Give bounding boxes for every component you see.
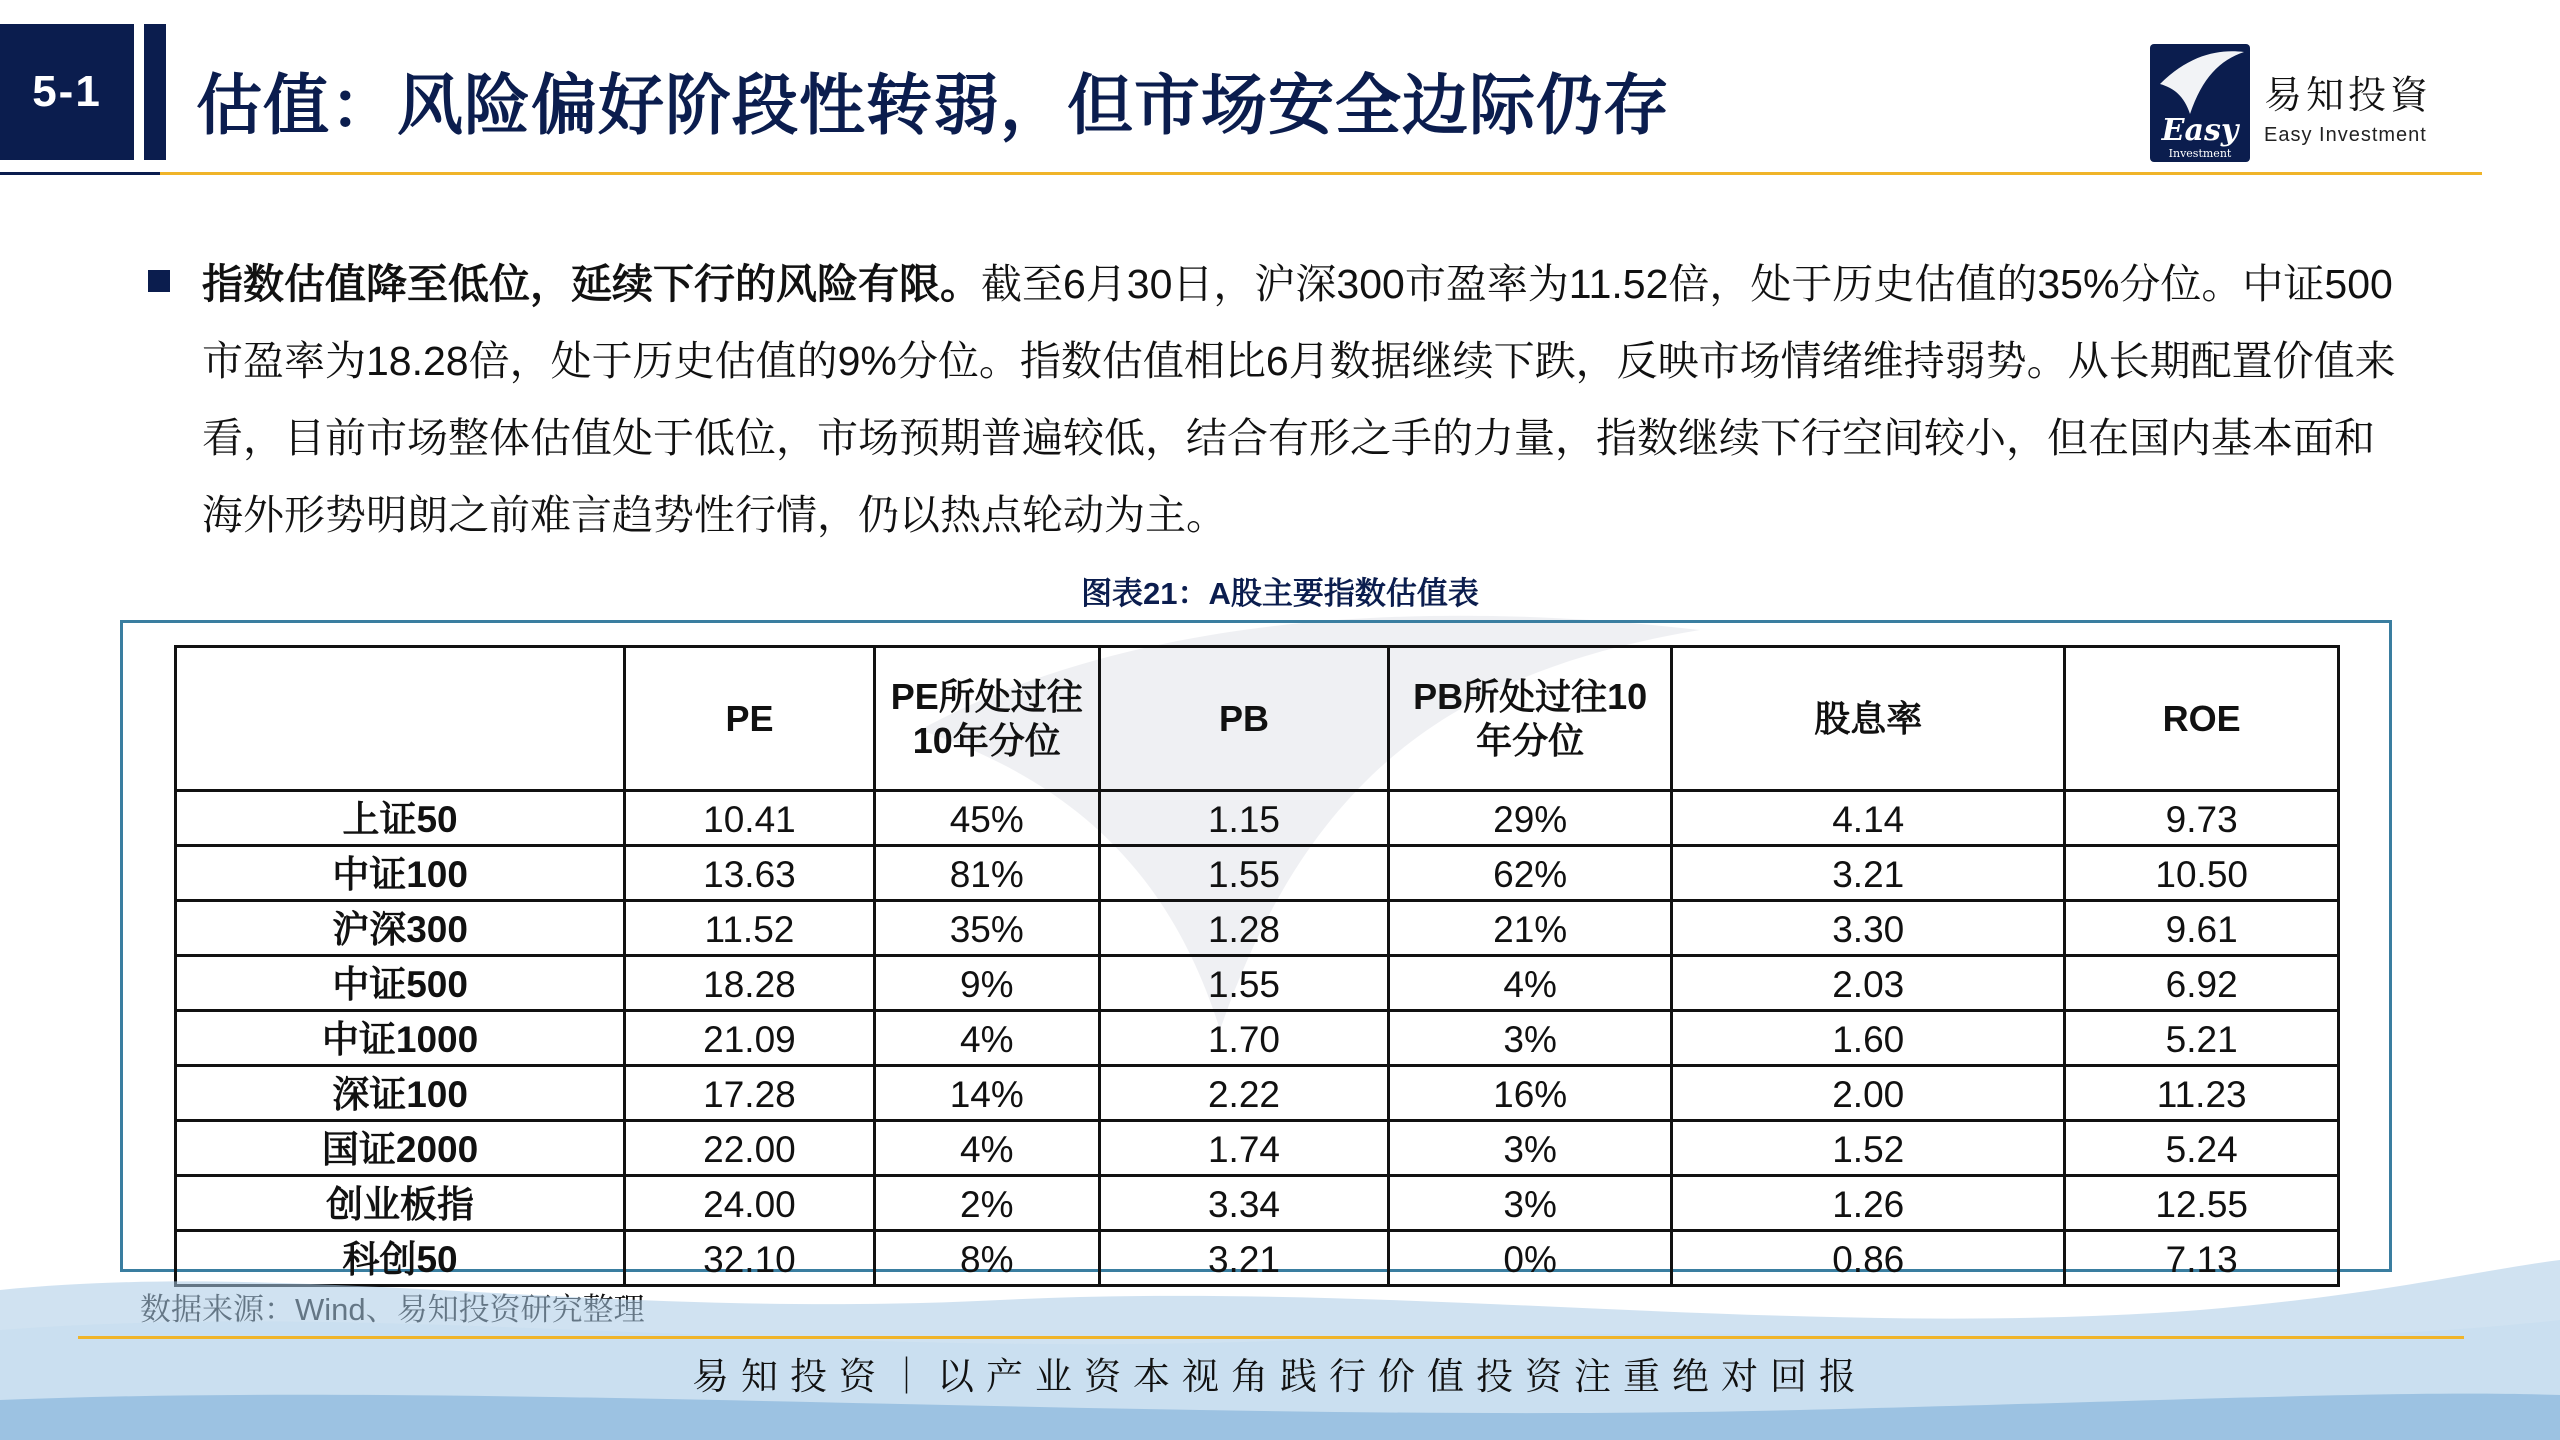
header-cell-pe-percentile: [874, 647, 1099, 791]
cell-pe-percentile: 14%: [874, 1066, 1099, 1121]
logo-chinese-name: 易知投資: [2264, 73, 2433, 117]
cell-roe: 10.50: [2065, 846, 2339, 901]
cell-pb-percentile: 3%: [1389, 1121, 1672, 1176]
logo-mark-word: Easy: [2161, 113, 2239, 148]
cell-pb: 2.22: [1099, 1066, 1388, 1121]
cell-index-name: 创业板指: [176, 1176, 625, 1231]
cell-index-name: 中证1000: [176, 1011, 625, 1066]
logo-mark-sub: Investment: [2168, 147, 2232, 160]
cell-roe: 5.24: [2065, 1121, 2339, 1176]
section-accent-bar: [144, 24, 166, 160]
header-pb-percentile-text: PB所处过往10年分位: [1413, 675, 1648, 761]
cell-pb-percentile: 3%: [1389, 1011, 1672, 1066]
cell-dividend-yield: 4.14: [1672, 791, 2065, 846]
cell-pe: 32.10: [625, 1231, 875, 1286]
summary-paragraph: [202, 246, 2402, 554]
header-cell-pb: PB: [1099, 647, 1388, 791]
cell-roe: 5.21: [2065, 1011, 2339, 1066]
cell-dividend-yield: 1.26: [1672, 1176, 2065, 1231]
cell-pe-percentile: 81%: [874, 846, 1099, 901]
table-row: [176, 1066, 2339, 1121]
cell-pb-percentile: 16%: [1389, 1066, 1672, 1121]
header-divider: [0, 172, 2482, 175]
cell-pb-percentile: 4%: [1389, 956, 1672, 1011]
cell-pe: 17.28: [625, 1066, 875, 1121]
cell-pe-percentile: 4%: [874, 1121, 1099, 1176]
cell-pe-percentile: 35%: [874, 901, 1099, 956]
cell-pe: 21.09: [625, 1011, 875, 1066]
summary-lead: 指数估值降至低位，延续下行的风险有限。: [202, 261, 981, 307]
cell-pb: 1.55: [1099, 846, 1388, 901]
cell-index-name: 深证100: [176, 1066, 625, 1121]
header-cell-pe: PE: [625, 647, 875, 791]
cell-index-name: 上证50: [176, 791, 625, 846]
cell-pb: 1.74: [1099, 1121, 1388, 1176]
cell-dividend-yield: 0.86: [1672, 1231, 2065, 1286]
cell-pe-percentile: 9%: [874, 956, 1099, 1011]
cell-index-name: 沪深300: [176, 901, 625, 956]
cell-pe: 18.28: [625, 956, 875, 1011]
cell-pb: 1.70: [1099, 1011, 1388, 1066]
table-row: [176, 791, 2339, 846]
index-valuation-table: [174, 645, 2340, 1287]
cell-pe-percentile: 2%: [874, 1176, 1099, 1231]
cell-pb: 3.34: [1099, 1176, 1388, 1231]
cell-index-name: 科创50: [176, 1231, 625, 1286]
logo-mark-icon: [2150, 44, 2250, 162]
cell-pb: 1.28: [1099, 901, 1388, 956]
cell-pb-percentile: 0%: [1389, 1231, 1672, 1286]
cell-roe: 12.55: [2065, 1176, 2339, 1231]
footer-divider: [78, 1336, 2464, 1339]
cell-roe: 9.61: [2065, 901, 2339, 956]
cell-pe-percentile: 4%: [874, 1011, 1099, 1066]
cell-pb-percentile: 29%: [1389, 791, 1672, 846]
table-row: [176, 1121, 2339, 1176]
section-number-badge: 5-1: [0, 24, 134, 160]
cell-index-name: 国证2000: [176, 1121, 625, 1176]
page-title: 估值：风险偏好阶段性转弱，但市场安全边际仍存: [196, 68, 1670, 142]
header-cell-roe: ROE: [2065, 647, 2339, 791]
cell-pe-percentile: 45%: [874, 791, 1099, 846]
cell-pe: 22.00: [625, 1121, 875, 1176]
company-logo: [2150, 44, 2480, 162]
cell-pe-percentile: 8%: [874, 1231, 1099, 1286]
cell-index-name: 中证100: [176, 846, 625, 901]
cell-pe: 11.52: [625, 901, 875, 956]
cell-pb-percentile: 62%: [1389, 846, 1672, 901]
table-row: [176, 1011, 2339, 1066]
cell-roe: 11.23: [2065, 1066, 2339, 1121]
header-cell-dividend-yield: 股息率: [1672, 647, 2065, 791]
cell-dividend-yield: 2.03: [1672, 956, 2065, 1011]
cell-pb-percentile: 3%: [1389, 1176, 1672, 1231]
cell-pe: 13.63: [625, 846, 875, 901]
cell-pb: 1.55: [1099, 956, 1388, 1011]
header-cell-blank: [176, 647, 625, 791]
cell-pe: 10.41: [625, 791, 875, 846]
table-row: [176, 846, 2339, 901]
table-row: [176, 901, 2339, 956]
summary-body: 截至6月30日，沪深300市盈率为11.52倍，处于历史估值的35%分位。中证500市盈率为18.28倍，处于历史估值的9%分位。指数估值相比6月数据继续下跌，反映市场情绪维持弱势。从长期配置价值来看，目前市场整体估值处于低位，市场预期普遍较低，结合有形之手的力量，指数继续下行空间较小，但在国内基本面和海外形势明朗之前难言趋势性行情，仍以热点轮动为主。: [202, 261, 2396, 538]
cell-dividend-yield: 3.21: [1672, 846, 2065, 901]
footer-slogan: 易知投资｜以产业资本视角践行价值投资注重绝对回报: [692, 1356, 1868, 1397]
cell-dividend-yield: 1.60: [1672, 1011, 2065, 1066]
cell-roe: 6.92: [2065, 956, 2339, 1011]
header-pe-percentile-text: PE所处过往10年分位: [890, 675, 1083, 761]
cell-pe: 24.00: [625, 1176, 875, 1231]
cell-dividend-yield: 3.30: [1672, 901, 2065, 956]
logo-english-name: Easy Investment: [2264, 124, 2427, 146]
cell-index-name: 中证500: [176, 956, 625, 1011]
table-header-row: [176, 647, 2339, 791]
header-cell-pb-percentile: [1389, 647, 1672, 791]
cell-pb: 1.15: [1099, 791, 1388, 846]
bullet-square-icon: [148, 270, 170, 292]
table-row: [176, 1176, 2339, 1231]
cell-roe: 9.73: [2065, 791, 2339, 846]
cell-pb: 3.21: [1099, 1231, 1388, 1286]
table-caption: 图表21：A股主要指数估值表: [1081, 576, 1479, 611]
cell-pb-percentile: 21%: [1389, 901, 1672, 956]
cell-roe: 7.13: [2065, 1231, 2339, 1286]
cell-dividend-yield: 1.52: [1672, 1121, 2065, 1176]
footer-wave-decoration: [0, 1250, 2560, 1440]
table-row: [176, 956, 2339, 1011]
cell-dividend-yield: 2.00: [1672, 1066, 2065, 1121]
